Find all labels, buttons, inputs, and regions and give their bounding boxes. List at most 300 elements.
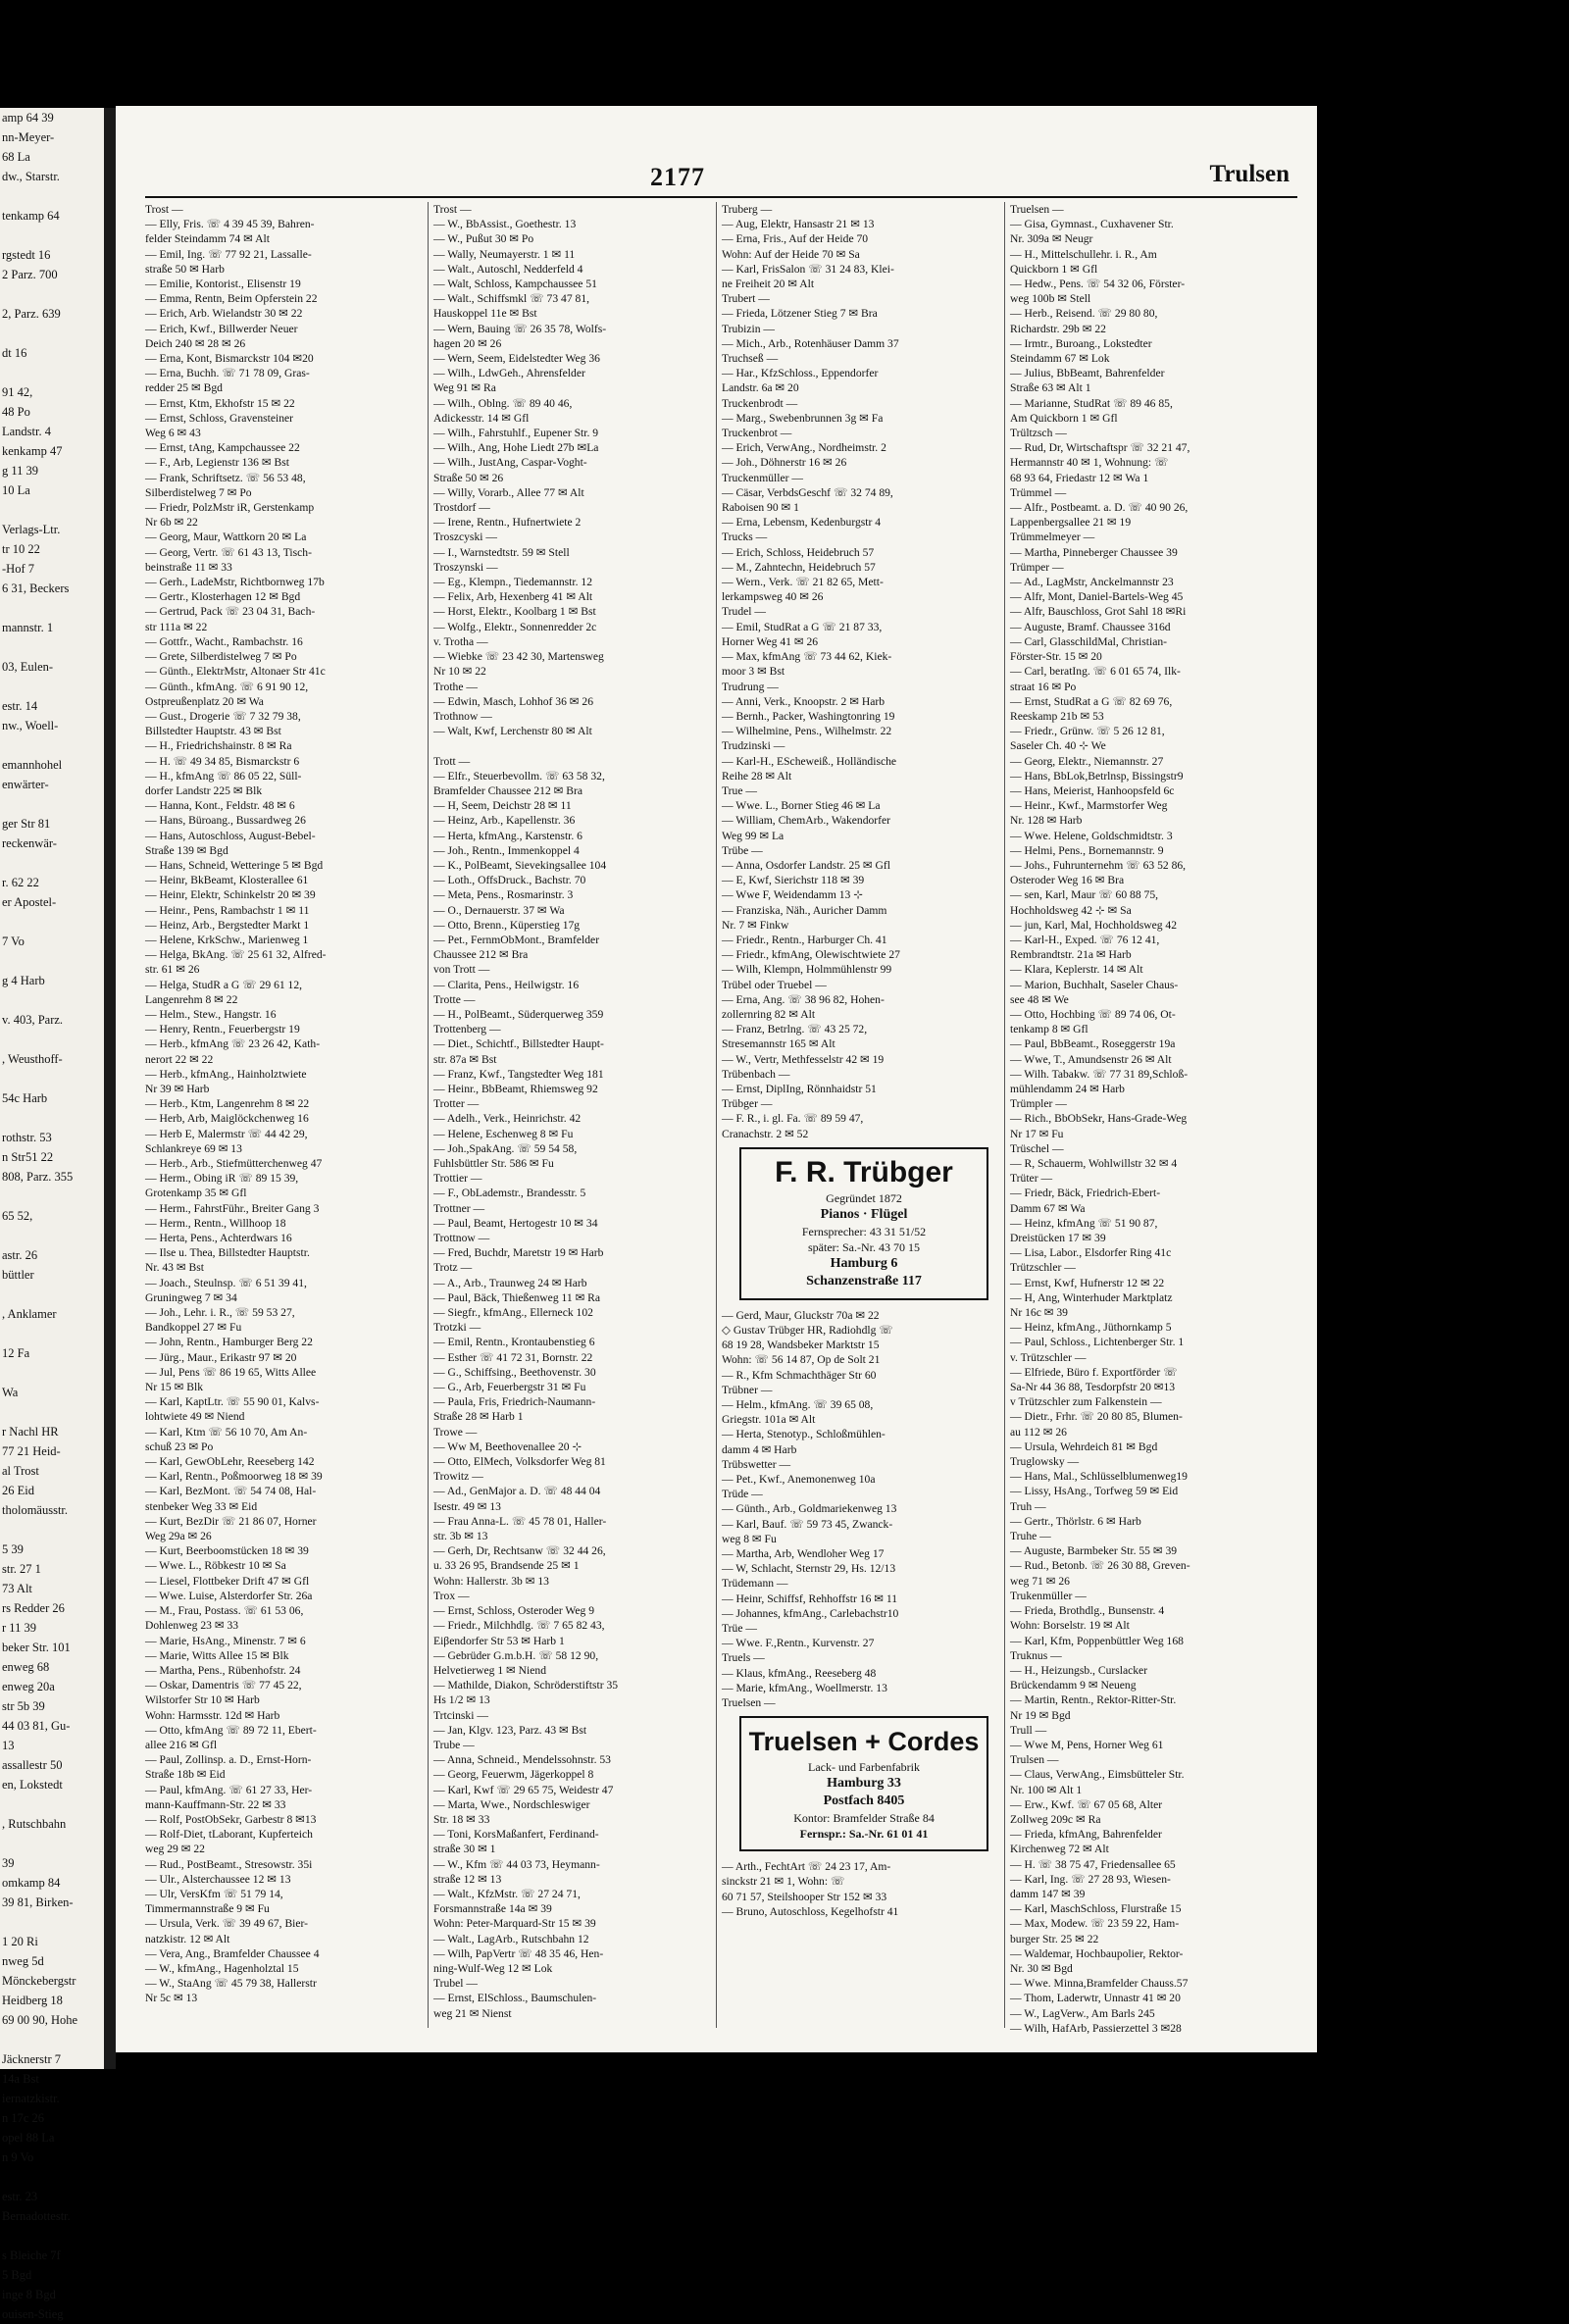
directory-entry: Trümpler — <box>1010 1097 1067 1111</box>
directory-entry: Nr 17 ✉ Fu <box>1010 1127 1064 1140</box>
directory-entry: — H. ☏ 38 75 47, Friedensallee 65 <box>1010 1857 1176 1871</box>
directory-entry: — Walt., Schiffsmkl ☏ 73 47 81, <box>433 292 590 306</box>
directory-entry: Truglowsky — <box>1010 1455 1080 1469</box>
directory-entry: — Martha, Arb, Wendloher Weg 17 <box>722 1547 885 1561</box>
fragment-line: 808, Parz. 355 <box>2 1170 74 1184</box>
directory-entry: lerkampsweg 40 ✉ 26 <box>722 590 824 604</box>
fragment-line: 54c Harb <box>2 1091 48 1105</box>
directory-entry: — I., Warnstedtstr. 59 ✉ Stell <box>433 545 570 559</box>
column-divider <box>1004 202 1005 2028</box>
directory-entry: — Hans, Mal., Schlüsselblumenweg19 <box>1010 1470 1188 1484</box>
directory-entry: Wohn: Auf der Heide 70 ✉ Sa <box>722 247 860 261</box>
directory-entry: Trümper — <box>1010 560 1064 574</box>
directory-entry: — Siegfr., kfmAng., Ellerneck 102 <box>433 1306 593 1320</box>
directory-entry: — Paul, Beamt, Hertogestr 10 ✉ 34 <box>433 1216 598 1230</box>
directory-entry: Trüe — <box>722 1622 757 1636</box>
directory-entry: — Esther ☏ 41 72 31, Bornstr. 22 <box>433 1350 593 1364</box>
directory-entry: Trottenberg — <box>433 1023 501 1036</box>
directory-entry: — Emilie, Kontorist., Elisenstr 19 <box>145 278 301 291</box>
directory-entry: Trox — <box>433 1589 470 1602</box>
directory-entry: — Rud, Dr, Wirtschaftspr ☏ 32 21 47, <box>1010 441 1190 455</box>
directory-entry: — Eg., Klempn., Tiedemannstr. 12 <box>433 576 592 589</box>
directory-entry: Hauskoppel 11e ✉ Bst <box>433 307 537 321</box>
directory-entry: Förster-Str. 15 ✉ 20 <box>1010 650 1102 664</box>
directory-entry: — Max, Modew. ☏ 23 59 22, Ham- <box>1010 1917 1180 1931</box>
fragment-line: 12 Fa <box>2 1346 30 1360</box>
directory-entry: schuß 23 ✉ Po <box>145 1440 214 1453</box>
directory-entry: 60 71 57, Steilshooper Str 152 ✉ 33 <box>722 1890 887 1903</box>
directory-entry: Wohn: ☏ 56 14 87, Op de Solt 21 <box>722 1353 881 1367</box>
directory-entry: — Johannes, kfmAng., Carlebachstr10 <box>722 1606 899 1620</box>
directory-entry: — Erna, Lebensm, Kedenburgstr 4 <box>722 516 882 530</box>
fragment-line <box>0 1520 104 1540</box>
directory-entry: — Joh., Lehr. i. R., ☏ 59 53 27, <box>145 1306 295 1320</box>
directory-entry: — Wwe F, Weidendamm 13 ⊹ <box>722 888 863 902</box>
fragment-line: nn-Meyer- <box>2 130 55 144</box>
fragment-line: g 4 Harb <box>2 974 45 987</box>
directory-entry: — Ad., LagMstr, Anckelmannstr 23 <box>1010 576 1174 589</box>
directory-entry: — Herb., Arb., Stiefmütterchenweg 47 <box>145 1157 323 1170</box>
directory-entry: — Karl, Ing. ☏ 27 28 93, Wiesen- <box>1010 1872 1171 1886</box>
fragment-line: enweg 20a <box>2 1680 55 1693</box>
directory-entry: — Ernst, Schloss, Gravensteiner <box>145 411 294 425</box>
directory-entry: Trümmel — <box>1010 485 1067 499</box>
fragment-line: , Weusthoff- <box>2 1052 63 1066</box>
running-head: Trulsen <box>1209 161 1290 187</box>
directory-entry: Straße 63 ✉ Alt 1 <box>1010 381 1091 395</box>
directory-entry: Nr. 7 ✉ Finkw <box>722 918 789 932</box>
directory-entry: Truels — <box>722 1651 765 1665</box>
directory-entry: — Herb., Ktm, Langenrehm 8 ✉ 22 <box>145 1097 310 1111</box>
directory-entry: — G., Schiffsing., Beethovenstr. 30 <box>433 1365 596 1379</box>
directory-entry: — Marta, Wwe., Nordschleswiger <box>433 1797 590 1811</box>
fragment-line: 48 Po <box>2 405 30 419</box>
directory-entry: Silberdistelweg 7 ✉ Po <box>145 485 252 499</box>
directory-entry: Hermannstr 40 ✉ 1, Wohnung: ☏ <box>1010 456 1169 470</box>
directory-entry: Troszcyski — <box>433 530 497 544</box>
ad-street: Schanzenstraße 117 <box>806 1273 922 1288</box>
directory-entry: — Karl-H., Exped. ☏ 76 12 41, <box>1010 933 1160 946</box>
directory-entry: Trüde — <box>722 1488 763 1501</box>
directory-entry: — Martin, Rentn., Rektor-Ritter-Str. <box>1010 1693 1177 1707</box>
fragment-line <box>0 1834 104 1853</box>
directory-entry: see 48 ✉ We <box>1010 992 1069 1006</box>
directory-entry: — Friedr., Grünw. ☏ 5 26 12 81, <box>1010 725 1165 738</box>
directory-entry: — Wwe. L., Röbkestr 10 ✉ Sa <box>145 1559 286 1573</box>
directory-entry: Trottner — <box>433 1201 485 1215</box>
directory-entry: — H., Mittelschullehr. i. R., Am <box>1010 247 1157 261</box>
fragment-line <box>0 1402 104 1422</box>
fragment-line: , Anklamer <box>2 1307 57 1321</box>
directory-entry: tenkamp 8 ✉ Gfl <box>1010 1023 1088 1036</box>
directory-entry: — Pet., Kwf., Anemonenweg 10a <box>722 1473 876 1487</box>
ad2-pobox: Postfach 8405 <box>823 1794 905 1809</box>
directory-entry: — Johs., Fuhrunternehm ☏ 63 52 86, <box>1010 858 1187 872</box>
directory-entry: v. Trützschler — <box>1010 1350 1087 1364</box>
ad2-title: Truelsen + Cordes <box>748 1727 980 1757</box>
directory-entry: — Karl, FrisSalon ☏ 31 24 83, Klei- <box>722 262 894 276</box>
directory-entry: Trothnow — <box>433 709 492 723</box>
directory-entry: Wilstorfer Str 10 ✉ Harb <box>145 1693 260 1707</box>
directory-entry: Trottier — <box>433 1172 482 1186</box>
fragment-line: r Nachl HR <box>2 1425 59 1439</box>
directory-entry: — Ursula, Verk. ☏ 39 49 67, Bier- <box>145 1917 309 1931</box>
directory-entry: — Jürg., Maur., Erikastr 97 ✉ 20 <box>145 1350 297 1364</box>
directory-entry: — Helmi, Pens., Bornemannstr. 9 <box>1010 843 1164 857</box>
directory-entry: — F., Arb, Legienstr 136 ✉ Bst <box>145 456 289 470</box>
fragment-line <box>0 226 104 245</box>
directory-entry: — Kurt, BezDir ☏ 21 86 07, Horner <box>145 1514 317 1528</box>
directory-entry: Trotter — <box>433 1097 480 1111</box>
directory-entry: Truelsen — <box>1010 203 1064 216</box>
directory-entry: — Franziska, Näh., Auricher Damm <box>722 903 887 917</box>
fragment-line <box>0 1363 104 1383</box>
column-3 <box>722 202 998 1919</box>
directory-entry: Rembrandtstr. 21a ✉ Harb <box>1010 948 1132 962</box>
directory-entry: — Gerh, Dr, Rechtsanw ☏ 32 44 26, <box>433 1544 606 1558</box>
directory-entry: — Klaus, kfmAng., Reeseberg 48 <box>722 1666 877 1680</box>
directory-entry: — Wwe, T., Amundsenstr 26 ✉ Alt <box>1010 1052 1172 1066</box>
directory-entry: 68 19 28, Wandsbeker Marktstr 15 <box>722 1339 880 1352</box>
directory-entry: — Karl, Rentn., Poßmoorweg 18 ✉ 39 <box>145 1470 323 1484</box>
directory-entry: — Ernst, tAng, Kampchaussee 22 <box>145 441 300 455</box>
directory-entry: — Anna, Schneid., Mendelssohnstr. 53 <box>433 1753 611 1767</box>
directory-entry: Trottnow — <box>433 1232 490 1245</box>
directory-entry: — Wilh., Ang, Hohe Liedt 27b ✉La <box>433 441 599 455</box>
directory-entry: — Hans, BbLok,Betrlnsp, Bissingstr9 <box>1010 769 1184 783</box>
fragment-line: Landstr. 4 <box>2 425 51 438</box>
directory-entry: Nr. 30 ✉ Bgd <box>1010 1961 1073 1975</box>
directory-entry: — Helene, Eschenweg 8 ✉ Fu <box>433 1127 574 1140</box>
directory-entry: Griegstr. 101a ✉ Alt <box>722 1413 816 1427</box>
fragment-line: -Hof 7 <box>2 562 34 576</box>
fragment-line: , Rutschbahn <box>2 1817 67 1831</box>
directory-entry: Nr 15 ✉ Blk <box>145 1381 203 1394</box>
directory-entry: — Wwe. L., Borner Stieg 46 ✉ La <box>722 799 881 813</box>
directory-entry: — Erich, Kwf., Billwerder Neuer <box>145 322 298 335</box>
directory-entry: — Alfr, Mont, Daniel-Bartels-Weg 45 <box>1010 590 1184 604</box>
directory-entry: True — <box>722 783 757 797</box>
directory-entry: burger Str. 25 ✉ 22 <box>1010 1932 1099 1945</box>
directory-entry: — Helene, KrkSchw., Marienweg 1 <box>145 933 309 946</box>
directory-entry: — Carl, beratIng. ☏ 6 01 65 74, Ilk- <box>1010 665 1181 679</box>
column-2 <box>433 202 710 2021</box>
directory-entry: — Bruno, Autoschloss, Kegelhofstr 41 <box>722 1904 899 1918</box>
directory-entry: Helvetierweg 1 ✉ Niend <box>433 1663 546 1677</box>
ad-founded: Gegründet 1872 <box>826 1190 902 1205</box>
directory-entry: — Karl, BezMont. ☏ 54 74 08, Hal- <box>145 1485 317 1498</box>
directory-entry: u. 33 26 95, Brandsende 25 ✉ 1 <box>433 1559 580 1573</box>
directory-entry: — Frieda, Brothdlg., Bunsenstr. 4 <box>1010 1604 1165 1618</box>
directory-entry: — Friedr, Bäck, Friedrich-Ebert- <box>1010 1187 1161 1200</box>
directory-entry: — W, Schlacht, Sternstr 29, Hs. 12/13 <box>722 1562 896 1576</box>
directory-entry: — Diet., Schichtf., Billstedter Haupt- <box>433 1037 604 1051</box>
directory-entry: Nr 6b ✉ 22 <box>145 516 198 530</box>
directory-entry: — Wilh, PapVertr ☏ 48 35 46, Hen- <box>433 1946 604 1960</box>
directory-entry: — Erna, Buchh. ☏ 71 78 09, Gras- <box>145 367 310 380</box>
directory-entry: Str. 18 ✉ 33 <box>433 1812 490 1826</box>
directory-entry: — Wilh., Fahrstuhlf., Eupener Str. 9 <box>433 427 599 440</box>
directory-entry: Timmermannstraße 9 ✉ Fu <box>145 1902 270 1916</box>
directory-entry: — Wiebke ☏ 23 42 30, Martensweg <box>433 650 604 664</box>
directory-entry: — Max, kfmAng ☏ 73 44 62, Kiek- <box>722 650 892 664</box>
directory-entry: — Clarita, Pens., Heilwigstr. 16 <box>433 978 580 991</box>
directory-entry: — Hans, Schneid, Wetteringe 5 ✉ Bgd <box>145 858 324 872</box>
directory-entry: — Marianne, StudRat ☏ 89 46 85, <box>1010 396 1173 410</box>
directory-entry: — Wwe M, Pens, Horner Weg 61 <box>1010 1738 1164 1751</box>
fragment-line: iernatzkistr. <box>2 2092 60 2105</box>
directory-entry: straße 50 ✉ Harb <box>145 262 225 276</box>
directory-entry: — Karl, KaptLtr. ☏ 55 90 01, Kalvs- <box>145 1395 320 1409</box>
directory-entry: — Adelh., Verk., Heinrichstr. 42 <box>433 1112 582 1126</box>
directory-entry: — Oskar, Damentris ☏ 77 45 22, <box>145 1679 302 1692</box>
directory-entry: — H., Friedrichshainstr. 8 ✉ Ra <box>145 739 292 753</box>
directory-entry: Weg 91 ✉ Ra <box>433 381 496 395</box>
directory-entry: — Heinz, kfmAng., Jüthornkamp 5 <box>1010 1321 1172 1335</box>
directory-entry: — O., Dernauerstr. 37 ✉ Wa <box>433 903 565 917</box>
directory-entry: — Ernst, DiplIng, Rönnhaidstr 51 <box>722 1082 877 1095</box>
directory-entry: — W., StaAng ☏ 45 79 38, Hallerstr <box>145 1977 317 1991</box>
directory-entry: straße 12 ✉ 13 <box>433 1872 502 1886</box>
fragment-line: enwärter- <box>2 778 49 791</box>
directory-entry: zollernring 82 ✉ Alt <box>722 1007 816 1021</box>
directory-entry: — Ernst, Kwf, Hufnerstr 12 ✉ 22 <box>1010 1276 1165 1289</box>
directory-entry: — Herm., Obing iR ☏ 89 15 39, <box>145 1172 299 1186</box>
directory-page <box>116 106 1317 2052</box>
fragment-line <box>0 2030 104 2049</box>
fragment-line: estr. 23 <box>2 2190 38 2203</box>
book-gutter <box>104 108 116 2069</box>
directory-entry: Nr. 309a ✉ Neugr <box>1010 232 1093 246</box>
directory-entry: — Ursula, Wehrdeich 81 ✉ Bgd <box>1010 1440 1158 1453</box>
fragment-line: nweg 5d <box>2 1954 44 1968</box>
directory-entry: Nr. 128 ✉ Harb <box>1010 814 1083 828</box>
directory-entry: — R., Kfm Schmachthäger Str 60 <box>722 1368 877 1382</box>
directory-entry: natzkistr. 12 ✉ Alt <box>145 1932 230 1945</box>
fragment-line <box>0 1324 104 1343</box>
directory-entry: — Gertr., Klosterhagen 12 ✉ Bgd <box>145 590 301 604</box>
fragment-line: s Bleiche 7f <box>2 2248 61 2262</box>
fragment-line: ouisen-Stieg <box>2 2307 64 2321</box>
directory-entry: — Joh., Rentn., Immenkoppel 4 <box>433 843 580 857</box>
directory-entry: — Klara, Keplerstr. 14 ✉ Alt <box>1010 963 1143 977</box>
directory-entry: — Marie, Witts Allee 15 ✉ Blk <box>145 1648 289 1662</box>
directory-entry: Truhe — <box>1010 1530 1051 1543</box>
directory-entry: — Franz, Kwf., Tangstedter Weg 181 <box>433 1067 604 1081</box>
directory-entry: Chaussee 212 ✉ Bra <box>433 948 529 962</box>
directory-entry: Lappenbergsallee 21 ✉ 19 <box>1010 516 1132 530</box>
directory-entry: Steindamm 67 ✉ Lok <box>1010 352 1110 366</box>
directory-entry: — Lisa, Labor., Elsdorfer Ring 41c <box>1010 1246 1172 1260</box>
directory-entry: — Georg, Elektr., Niemannstr. 27 <box>1010 754 1164 768</box>
directory-entry: — Kurt, Beerboomstücken 18 ✉ 39 <box>145 1544 309 1558</box>
ad-phone-1: Fernsprecher: 43 31 51/52 <box>801 1224 927 1238</box>
directory-entry: — W., Pußut 30 ✉ Po <box>433 232 534 246</box>
directory-entry: Truckenbrodt — <box>722 396 798 410</box>
directory-entry: — Frieda, Lötzener Stieg 7 ✉ Bra <box>722 307 878 321</box>
directory-entry: Truelsen — <box>722 1696 776 1710</box>
directory-entry: — Meta, Pens., Rosmarinstr. 3 <box>433 888 574 902</box>
directory-entry: Quickborn 1 ✉ Gfl <box>1010 262 1098 276</box>
fragment-line: tenkamp 64 <box>2 209 60 223</box>
directory-entry: — Herb., Reisend. ☏ 29 80 80, <box>1010 307 1158 321</box>
directory-entry: Wohn: Harmsstr. 12d ✉ Harb <box>145 1708 280 1722</box>
directory-entry: Deich 240 ✉ 28 ✉ 26 <box>145 336 246 350</box>
directory-entry: — Walt., LagArb., Rutschbahn 12 <box>433 1932 589 1945</box>
scan-background <box>1317 0 1569 2135</box>
directory-entry: — Ernst, ElSchloss., Baumschulen- <box>433 1992 597 2005</box>
directory-entry: Nr 10 ✉ 22 <box>433 665 486 679</box>
directory-entry: — Herb E, Malermstr ☏ 44 42 29, <box>145 1127 308 1140</box>
fragment-line: emannhohel <box>2 758 63 772</box>
directory-entry: — Wwe. F.,Rentn., Kurvenstr. 27 <box>722 1637 875 1650</box>
fragment-line: 91 42, <box>2 385 33 399</box>
directory-entry: — G., Arb, Feuerbergstr 31 ✉ Fu <box>433 1381 586 1394</box>
directory-entry: — Irmtr., Buroang., Lokstedter <box>1010 336 1152 350</box>
directory-entry: mühlendamm 24 ✉ Harb <box>1010 1082 1125 1095</box>
directory-entry: — Wilh., JustAng, Caspar-Voght- <box>433 456 587 470</box>
fragment-line <box>0 2226 104 2246</box>
fragment-line: 39 <box>2 1856 15 1870</box>
fragment-line <box>0 677 104 696</box>
directory-entry: — Elly, Fris. ☏ 4 39 45 39, Bahren- <box>145 218 315 231</box>
directory-entry: — Karl, Kwf ☏ 29 65 75, Weidestr 47 <box>433 1783 614 1796</box>
directory-entry: — Friedr, PolzMstr iR, Gerstenkamp <box>145 501 315 515</box>
directory-entry: Straße 50 ✉ 26 <box>433 471 504 484</box>
directory-entry: Hs 1/2 ✉ 13 <box>433 1693 490 1707</box>
directory-entry: Weg 29a ✉ 26 <box>145 1530 212 1543</box>
directory-entry: Brückendamm 9 ✉ Neueng <box>1010 1679 1137 1692</box>
fragment-line: reckenwär- <box>2 836 57 850</box>
directory-entry: — Paul, Bäck, Thießenweg 11 ✉ Ra <box>433 1290 601 1304</box>
fragment-line: tholomäusstr. <box>2 1503 69 1517</box>
fragment-line <box>0 598 104 618</box>
directory-entry: — H., PolBeamt., Süderquerweg 359 <box>433 1007 604 1021</box>
directory-entry: weg 100b ✉ Stell <box>1010 292 1091 306</box>
directory-entry: — Elfriede, Büro f. Exportförder ☏ <box>1010 1365 1178 1379</box>
fragment-line <box>0 1794 104 1814</box>
fragment-line: amp 64 39 <box>2 111 54 125</box>
directory-entry <box>433 738 710 753</box>
directory-entry: — Emil, Rentn., Krontaubenstieg 6 <box>433 1336 595 1349</box>
directory-entry: Trübger — <box>722 1097 773 1111</box>
directory-entry: — Franz, Betrlng. ☏ 43 25 72, <box>722 1023 868 1036</box>
directory-entry: Adickesstr. 14 ✉ Gfl <box>433 411 530 425</box>
fragment-line: 6 31, Beckers <box>2 581 70 595</box>
directory-entry: — Wern., Verk. ☏ 21 82 65, Mett- <box>722 576 884 589</box>
directory-entry: — Günth., ElektrMstr, Altonaer Str 41c <box>145 665 326 679</box>
fragment-line: 13 <box>2 1739 15 1752</box>
fragment-line <box>0 794 104 814</box>
directory-entry: Eiβendorfer Str 53 ✉ Harb 1 <box>433 1634 565 1647</box>
fragment-line: nw., Woell- <box>2 719 59 733</box>
directory-entry: straße 30 ✉ 1 <box>433 1843 496 1856</box>
fragment-line: 7 Vo <box>2 935 25 948</box>
directory-entry: — Herta, Stenotyp., Schloßmühlen- <box>722 1428 886 1441</box>
directory-entry: — Rich., BbObSekr, Hans-Grade-Weg <box>1010 1112 1188 1126</box>
directory-entry: — Heinr, Elektr, Schinkelstr 20 ✉ 39 <box>145 888 316 902</box>
fragment-line: Heidberg 18 <box>2 1994 63 2007</box>
directory-entry: Trudzinski — <box>722 739 785 753</box>
fragment-line: n Str51 22 <box>2 1150 54 1164</box>
directory-entry: — Wern, Bauing ☏ 26 35 78, Wolfs- <box>433 322 607 335</box>
directory-entry: — Vera, Ang., Bramfelder Chaussee 4 <box>145 1946 320 1960</box>
fragment-line <box>0 637 104 657</box>
directory-entry: — Mathilde, Diakon, Schröderstiftstr 35 <box>433 1679 619 1692</box>
directory-entry: — Friedr., kfmAng, Olewischtwiete 27 <box>722 948 900 962</box>
directory-entry: Trott — <box>433 754 471 768</box>
directory-entry: str. 61 ✉ 26 <box>145 963 200 977</box>
directory-entry: — Otto, Brenn., Küperstieg 17g <box>433 918 581 932</box>
directory-entry: — Heinz, Arb., Kapellenstr. 36 <box>433 814 576 828</box>
directory-entry: — Rolf, PostObSekr, Garbestr 8 ✉13 <box>145 1812 317 1826</box>
directory-entry: — Gebrüder G.m.b.H. ☏ 58 12 90, <box>433 1648 599 1662</box>
directory-entry: — Alfr, Bauschloss, Grot Sahl 18 ✉Ri <box>1010 605 1187 619</box>
directory-entry: Trudel — <box>722 605 766 619</box>
directory-entry: — Martha, Pens., Rübenhofstr. 24 <box>145 1663 301 1677</box>
directory-entry: Isestr. 49 ✉ 13 <box>433 1499 501 1513</box>
directory-entry: — Paula, Fris, Friedrich-Naumann- <box>433 1395 596 1409</box>
directory-entry: — Jan, Klgv. 123, Parz. 43 ✉ Bst <box>433 1723 587 1737</box>
directory-entry: — Paul, BbBeamt., Roseggerstr 19a <box>1010 1037 1176 1051</box>
directory-entry: — Joh.,SpakAng. ☏ 59 54 58, <box>433 1141 578 1155</box>
column-3-bottom <box>722 1859 998 1919</box>
directory-entry: — Ulr., Alsterchaussee 12 ✉ 13 <box>145 1872 291 1886</box>
directory-entry: weg 8 ✉ Fu <box>722 1532 777 1545</box>
directory-entry: — F., ObLademstr., Brandesstr. 5 <box>433 1187 586 1200</box>
directory-entry: au 112 ✉ 26 <box>1010 1425 1067 1439</box>
directory-entry: — Dietr., Frhr. ☏ 20 80 85, Blumen- <box>1010 1410 1183 1424</box>
fragment-line: Mönckebergstr <box>2 1974 76 1988</box>
directory-entry: Nr 19 ✉ Bgd <box>1010 1708 1071 1722</box>
directory-entry: — Walt., Autoschl, Nedderfeld 4 <box>433 262 583 276</box>
directory-entry: Weg 6 ✉ 43 <box>145 427 201 440</box>
fragment-line: 68 La <box>2 150 30 164</box>
fragment-line: ger Str 81 <box>2 817 51 831</box>
directory-entry: — Hans, Meierist, Hanhoopsfeld 6c <box>1010 783 1175 797</box>
directory-entry: — Wally, Neumayerstr. 1 ✉ 11 <box>433 247 576 261</box>
directory-entry: — Herta, kfmAng., Karstenstr. 6 <box>433 829 582 842</box>
directory-entry: — Georg, Feuerwm, Jägerkoppel 8 <box>433 1768 594 1782</box>
directory-entry: — Fred, Buchdr, Maretstr 19 ✉ Harb <box>433 1246 604 1260</box>
directory-entry: Reihe 28 ✉ Alt <box>722 769 792 783</box>
directory-entry: — K., PolBeamt, Sievekingsallee 104 <box>433 858 607 872</box>
directory-entry: Am Quickborn 1 ✉ Gfl <box>1010 411 1118 425</box>
fragment-line <box>0 500 104 520</box>
fragment-line <box>0 324 104 343</box>
fragment-line: 5 39 <box>2 1542 24 1556</box>
directory-entry: — Walt, Kwf, Lerchenstr 80 ✉ Alt <box>433 725 592 738</box>
directory-entry: — Gisa, Gymnast., Cuxhavener Str. <box>1010 218 1174 231</box>
directory-entry: Dohlenweg 23 ✉ 33 <box>145 1619 239 1633</box>
directory-entry: ◇ Gustav Trübger HR, Radiohdlg ☏ <box>722 1324 893 1337</box>
directory-entry: ne Freiheit 20 ✉ Alt <box>722 278 815 291</box>
directory-entry: Straße 139 ✉ Bgd <box>145 843 228 857</box>
directory-entry: — Emil, StudRat a G ☏ 21 87 33, <box>722 620 883 633</box>
fragment-line: n 9 Vo <box>2 2150 34 2164</box>
fragment-line <box>0 912 104 932</box>
fragment-line: 39 81, Birken- <box>2 1895 74 1909</box>
directory-entry: — Hedw., Pens. ☏ 54 32 06, Förster- <box>1010 278 1186 291</box>
directory-entry: — W., LagVerw., Am Barls 245 <box>1010 2006 1155 2020</box>
fragment-line: rgstedt 16 <box>2 248 51 262</box>
fragment-line: estr. 14 <box>2 699 38 713</box>
directory-entry: — Karl, MaschSchloss, Flurstraße 15 <box>1010 1902 1182 1916</box>
directory-entry: — Irene, Rentn., Hufnertwiete 2 <box>433 516 582 530</box>
directory-entry: — F. R., i. gl. Fa. ☏ 89 59 47, <box>722 1112 864 1126</box>
directory-entry: — Rolf-Diet, tLaborant, Kupferteich <box>145 1828 313 1842</box>
directory-entry: Trothe — <box>433 680 478 693</box>
